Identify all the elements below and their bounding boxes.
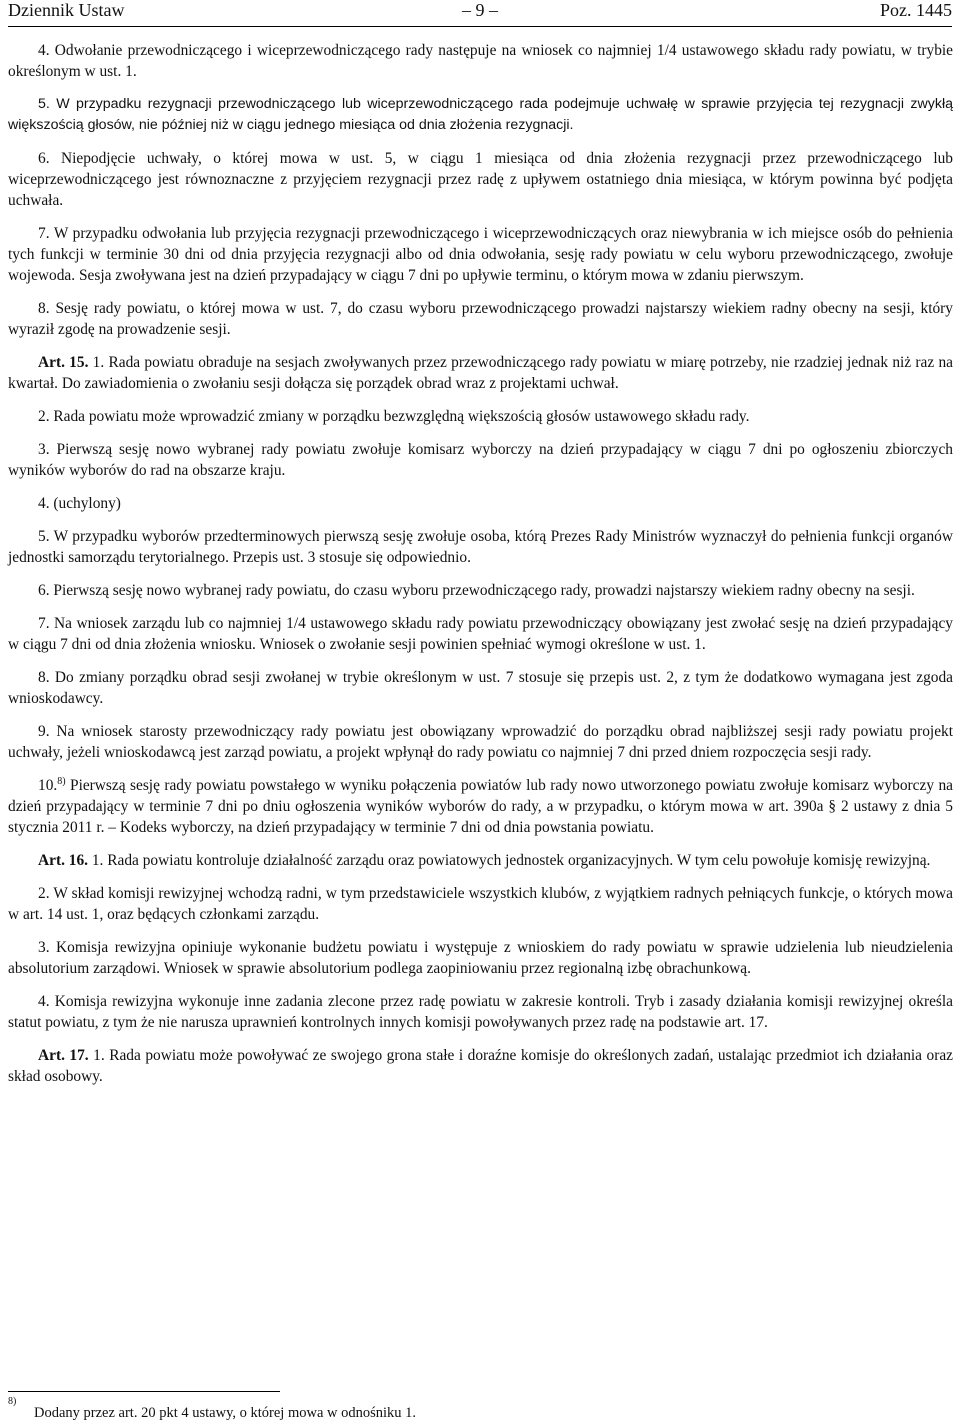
paragraph: 9. Na wniosek starosty przewodniczący rady powiatu jest obowiązany wprowadzić do porządku obrad najbliższej sesji rady powiatu projekt uchwały, jeżeli wnioskodawcą jest zarząd powiatu, a projekt wpłynął do rady powiatu co najmniej 7 dni przed dniem rozpoczęcia sesji rady. [8,723,953,761]
paragraph: 3. Komisja rewizyjna opiniuje wykonanie budżetu powiatu i występuje z wnioskiem do rady powiatu w sprawie udzielenia lub nieudzielenia absolutorium zarządowi. Wniosek w sprawie absolutorium podlega zaopiniowaniu przez regionalną izbę obrachunkową. [8,939,953,977]
paragraph: 5. W przypadku rezygnacji przewodniczącego lub wiceprzewodniczącego rada podejmuje uchwałę w sprawie przyjęcia tej rezygnacji zwykłą większością głosów, nie później niż w ciągu jednego miesiąca od dnia złożenia rezygnacji. [8,96,953,133]
article-16-label: Art. 16. [38,852,89,869]
paragraph-text: 1. Rada powiatu może powoływać ze swojego grona stałe i doraźne komisje do określonych zadań, ustalając przedmiot ich działania oraz skład osobowy. [8,1047,953,1085]
article-17-paragraph-1 [8,1045,953,1087]
page-header [8,0,952,24]
journal-title: Dziennik Ustaw [8,0,125,20]
paragraph: 4. (uchylony) [38,495,121,512]
article-16-paragraph-1 [8,850,953,871]
footnote-text: Dodany przez art. 20 pkt 4 ustawy, o której mowa w odnośniku 1. [34,1405,417,1421]
paragraph: 2. Rada powiatu może wprowadzić zmiany w porządku bezwzględną większością głosów ustawowego składu rady. [38,408,750,425]
paragraph: 6. Niepodjęcie uchwały, o której mowa w ust. 5, w ciągu 1 miesiąca od dnia złożenia rezygnacji przez przewodniczącego lub wiceprzewodniczącego jest równoznaczne z przyjęciem rezygnacji przez radę z upływem ostatniego dnia miesiąca, w którym powinna być podjęta uchwała. [8,150,953,209]
paragraph: 6. Pierwszą sesję nowo wybranej rady powiatu, do czasu wyboru przewodniczącego rady, prowadzi najstarszy wiekiem radny obecny na sesji. [38,582,915,599]
article-17-label: Art. 17. [38,1047,89,1064]
page-number: – 9 – [462,0,498,20]
paragraph-text: 1. Rada powiatu kontroluje działalność zarządu oraz powiatowych jednostek organizacyjnych. W tym celu powołuje komisję rewizyjną. [88,852,931,869]
footnote-reference[interactable]: 8) [57,776,66,787]
document-body [8,40,953,1099]
position-number: Poz. 1445 [880,0,952,20]
paragraph-text: Pierwszą sesję rady powiatu powstałego w wyniku połączenia powiatów lub rady nowo utworzonego powiatu zwołuje komisarz wyborczy na dzień przypadający w terminie 7 dni po dniu ogłoszenia wyników wyborów do rady, a w przypadku, o którym mowa w art. 390a § 2 ustawy z dnia 5 stycznia 2011 r. – Kodeks wyborczy, na dzień przypadający w terminie 7 dni od dnia powstania powiatu. [8,777,953,836]
footnote-mark: 8) [8,1396,17,1407]
paragraph-number: 10. [38,777,58,794]
paragraph: 3. Pierwszą sesję nowo wybranej rady powiatu zwołuje komisarz wyborczy na dzień przypadający w ciągu 7 dni po ogłoszeniu zbiorczych wyników wyborów do rad na obszarze kraju. [8,441,953,479]
paragraph: 4. Komisja rewizyjna wykonuje inne zadania zlecone przez radę powiatu w zakresie kontroli. Tryb i zasady działania komisji rewizyjnej określa statut powiatu, z tym że nie narusza uprawnień kontrolnych innych komisji powoływanych przez radę na podstawie art. 17. [8,993,953,1031]
paragraph-text: 1. Rada powiatu obraduje na sesjach zwoływanych przez przewodniczącego rady powiatu w miarę potrzeby, nie rzadziej jednak niż raz na kwartał. Do zawiadomienia o zwołaniu sesji dołącza się porządek obrad wraz z projektami uchwał. [8,354,953,392]
header-divider [8,26,952,27]
paragraph: 2. W skład komisji rewizyjnej wchodzą radni, w tym przedstawiciele wszystkich klubów, z wyjątkiem radnych pełniących funkcje, o których mowa w art. 14 ust. 1, oraz będących członkami zarządu. [8,885,953,923]
paragraph: 7. W przypadku odwołania lub przyjęcia rezygnacji przewodniczącego i wiceprzewodniczących oraz niewybrania w ich miejsce osób do pełnienia tych funkcji w terminie 30 dni od dnia przyjęcia rezygnacji albo od dnia odwołania, sesję rady powiatu w celu wyboru przewodniczącego, zwołuje wojewoda. Sesja zwoływana jest na dzień przypadający w ciągu 7 dni po upływie terminu, o którym mowa w zdaniu pierwszym. [8,225,953,284]
paragraph: 8. Sesję rady powiatu, o której mowa w ust. 7, do czasu wyboru przewodniczącego prowadzi najstarszy wiekiem radny obecny na sesji, który wyraził zgodę na prowadzenie sesji. [8,300,953,338]
paragraph: 7. Na wniosek zarządu lub co najmniej 1/4 ustawowego składu rady powiatu przewodniczący obowiązany jest zwołać sesję na dzień przypadający w ciągu 7 dni od dnia złożenia wniosku. Wniosek o zwołanie sesji powinien spełniać wymogi określone w ust. 1. [8,615,953,653]
paragraph: 4. Odwołanie przewodniczącego i wiceprzewodniczącego rady następuje na wniosek co najmniej 1/4 ustawowego składu rady powiatu, w trybie określonym w ust. 1. [8,42,953,80]
paragraph: 8. Do zmiany porządku obrad sesji zwołanej w trybie określonym w ust. 7 stosuje się przepis ust. 2, z tym że dodatkowo wymagana jest zgoda wnioskodawcy. [8,669,953,707]
article-15-paragraph-1 [8,352,953,394]
article-15-paragraph-10 [8,775,953,838]
paragraph: 5. W przypadku wyborów przedterminowych pierwszą sesję zwołuje osoba, którą Prezes Rady Ministrów wyznaczył do pełnienia funkcji organów jednostki samorządu terytorialnego. Przepis ust. 3 stosuje się odpowiednio. [8,528,953,566]
footnote-divider [8,1391,280,1392]
article-15-label: Art. 15. [38,354,89,371]
